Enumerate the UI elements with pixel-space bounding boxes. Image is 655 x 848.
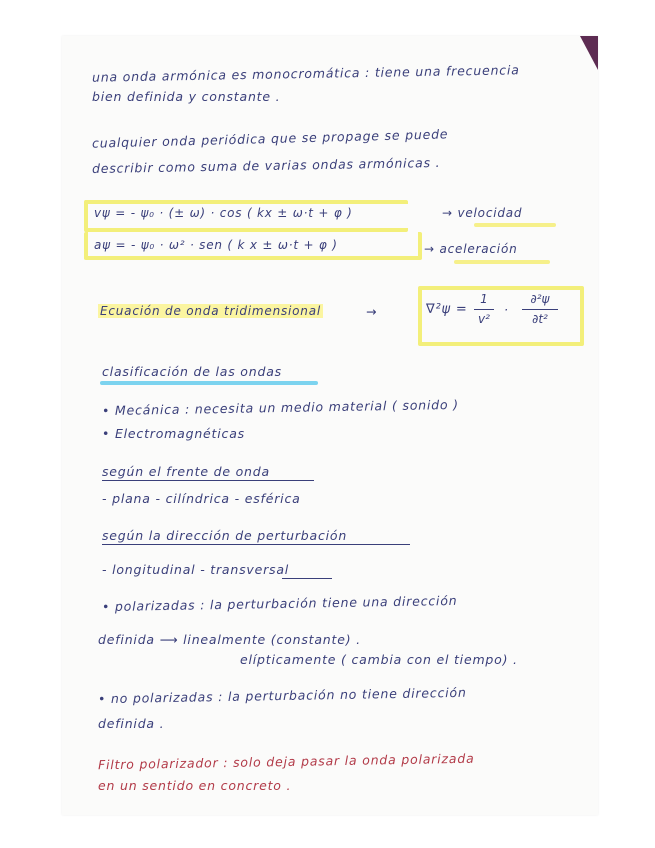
filtro-line-1: Filtro polarizador : solo deja pasar la onda polarizada — [97, 750, 475, 773]
wave-den-1: v² — [478, 312, 490, 326]
equation-acceleration: aψ = - ψ₀ · ω² · sen ( k x ± ω·t + φ ) — [94, 238, 338, 252]
frente-items: - plana - cilíndrica - esférica — [102, 491, 301, 506]
notebook-page — [62, 36, 598, 815]
clasificacion-underline — [100, 381, 318, 385]
polarizadas-line-2: definida ⟶ linealmente (constante) . — [98, 632, 361, 647]
fraction-bar-1 — [474, 309, 494, 310]
bullet-electromagneticas: • Electromagnéticas — [102, 426, 245, 441]
wave-arrow: → — [366, 304, 378, 319]
wave-den-2: ∂t² — [532, 312, 548, 326]
label-aceleracion: → aceleración — [424, 242, 518, 256]
transversal-underline — [282, 578, 332, 579]
heading-direccion: según la dirección de perturbación — [102, 528, 348, 543]
line-periodica-2: describir como suma de varias ondas armónicas . — [91, 154, 441, 177]
velocidad-underline — [474, 223, 556, 227]
label-velocidad: → velocidad — [442, 206, 523, 220]
heading-clasificacion: clasificación de las ondas — [102, 364, 282, 379]
corner-tab — [580, 36, 598, 70]
no-polarizadas-line-1: • no polarizadas : la perturbación no tiene dirección — [97, 684, 467, 707]
line-periodica-1: cualquier onda periódica que se propage se puede — [91, 126, 449, 151]
polarizadas-line-1: • polarizadas : la perturbación tiene una dirección — [101, 592, 458, 615]
line-armonica-1: una onda armónica es monocromática : tiene una frecuencia — [91, 62, 520, 85]
wave-equation-label-text: Ecuación de onda tridimensional — [100, 304, 322, 318]
wave-lhs: ∇²ψ = — [426, 302, 468, 317]
direccion-underline — [102, 544, 410, 545]
fraction-bar-2 — [522, 309, 558, 310]
wave-equation-label — [98, 304, 323, 318]
polarizadas-line-3: elípticamente ( cambia con el tiempo) . — [240, 652, 518, 667]
frente-underline — [102, 480, 314, 481]
wave-num-1: 1 — [480, 292, 488, 306]
wave-num-2: ∂²ψ — [530, 292, 550, 306]
filtro-line-2: en un sentido en concreto . — [98, 778, 292, 793]
wave-dot: · — [504, 302, 509, 317]
equation-velocity: vψ = - ψ₀ · (± ω) · cos ( kx ± ω·t + φ ) — [94, 206, 353, 220]
bullet-mecanica: • Mecánica : necesita un medio material ( sonido ) — [101, 396, 459, 419]
aceleracion-underline — [454, 260, 550, 264]
line-armonica-2: bien definida y constante . — [92, 89, 281, 104]
direccion-items: - longitudinal - transversal — [102, 562, 290, 577]
no-polarizadas-line-2: definida . — [98, 716, 165, 731]
heading-frente-onda: según el frente de onda — [102, 464, 270, 479]
